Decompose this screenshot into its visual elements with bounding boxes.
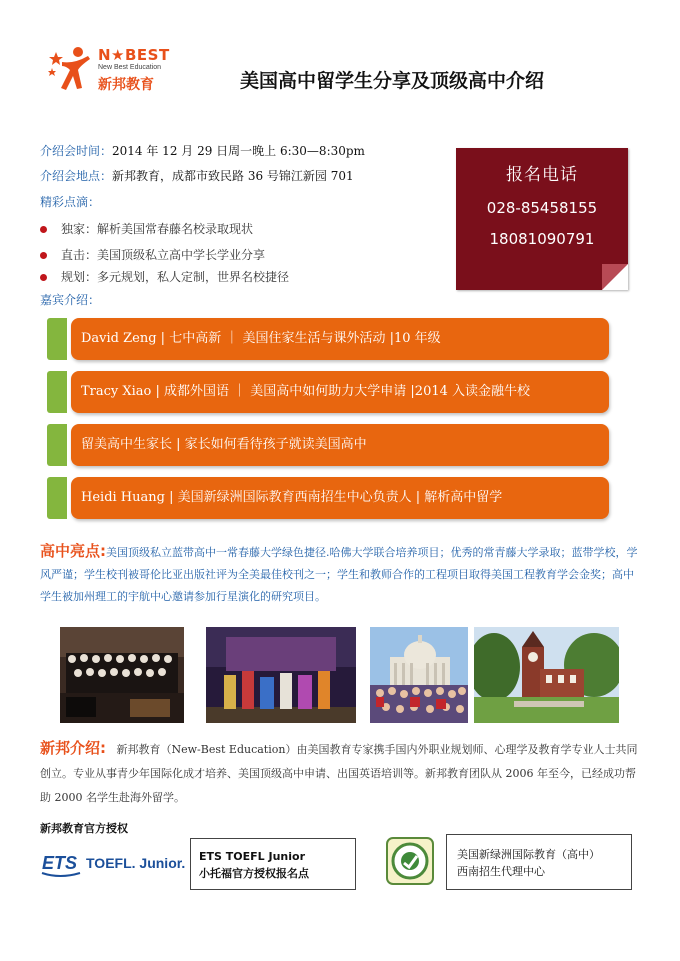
guest-accent (47, 477, 67, 519)
bullet-item (40, 220, 253, 237)
toefl-box-line1: ETS TOEFL Junior (199, 850, 305, 863)
registration-box (456, 148, 628, 290)
registration-phone-2: 18081090791 (489, 230, 595, 248)
highlights-text: 美国顶级私立蓝带高中一常春藤大学绿色捷径.哈佛大学联合培养项目；优秀的常青藤大学录取；蓝带学校，学风严谨；学生校刊被哥伦比亚出版社评为全美最佳校刊之一；学生和教师合作的工程项目取得美国工程教育学会金奖；高中学生被加州理工的宇航中心邀请参加行星演化的研究项目。 (40, 546, 638, 603)
toefl-box-line2: 小托福官方授权报名点 (199, 867, 309, 880)
capitol-photo (370, 627, 468, 723)
stage-photo (206, 627, 356, 723)
time-label: 介绍会时间： (40, 144, 113, 158)
event-time (40, 142, 365, 159)
guest-accent (47, 424, 67, 466)
highlights-label: 精彩点滴： (40, 195, 101, 209)
bullet-dot-icon (40, 274, 47, 281)
event-place (40, 167, 354, 184)
guest-bar: Heidi Huang | 美国新绿洲国际教育西南招生中心负责人 | 解析高中留学 (71, 477, 609, 519)
guest-bar: Tracy Xiao | 成都外国语 ｜ 美国高中如何助力大学申请 |2014 入读金融牛校 (71, 371, 609, 413)
guests-label: 嘉宾介绍： (40, 293, 101, 307)
place-value: 新邦教育，成都市致民路 36 号锦江新园 701 (112, 169, 354, 183)
bullet-text: 直击：美国顶级私立高中学长学业分享 (61, 248, 266, 262)
choir-photo (60, 627, 184, 723)
authorization-heading: 新邦教育官方授权 (40, 822, 128, 835)
bullet-dot-icon (40, 252, 47, 259)
guest-bar: David Zeng | 七中高新 ｜ 美国住家生活与课外活动 |10 年级 (71, 318, 609, 360)
school-highlights (40, 540, 640, 608)
nbest-logo-icon (48, 44, 94, 94)
page-title: 美国高中留学生分享及顶级高中介绍 (240, 70, 545, 92)
toefl-junior-box (190, 838, 356, 890)
page-curl (602, 264, 628, 290)
newbest-text: 新邦教育（New-Best Education）由美国教育专家携手国内外职业规划师、心理学及教育学专业人士共同创立。专业从事青少年国际化成才培养、美国顶级高中申请、出国英语培训等。新邦教育团队从 2006 年至今，已经成功帮助 2000 名学生赴海外留学。 (40, 743, 638, 804)
bullet-text: 独家：解析美国常春藤名校录取现状 (61, 222, 254, 236)
bullet-dot-icon (40, 226, 47, 233)
ets-toefl-logo (40, 843, 185, 883)
newbest-heading: 新邦介绍: (40, 739, 106, 757)
toefl-logo-text: TOEFL. Junior. (86, 855, 185, 871)
bullet-item (40, 246, 265, 263)
ets-logo-text: ETS (42, 853, 78, 873)
registration-heading: 报名电话 (506, 165, 578, 185)
registration-phone-1: 028-85458155 (486, 199, 598, 217)
logo-brand: N★BEST (98, 46, 170, 64)
new-oasis-box (446, 834, 632, 890)
newbest-intro (40, 736, 640, 810)
time-value: 2014 年 12 月 29 日周一晚上 6:30—8:30pm (112, 144, 365, 158)
guest-bar: 留美高中生家长 | 家长如何看待孩子就读美国高中 (71, 424, 609, 466)
logo-subtitle: New Best Education (98, 64, 162, 71)
bullet-item (40, 268, 289, 285)
oasis-box-line2: 西南招生代理中心 (457, 865, 545, 878)
highlights-heading: 高中亮点: (40, 542, 106, 560)
new-oasis-seal-icon (386, 837, 434, 885)
logo-chinese: 新邦教育 (98, 77, 154, 93)
guest-accent (47, 371, 67, 413)
bullet-text: 规划：多元规划，私人定制，世界名校捷径 (61, 270, 290, 284)
campus-photo (474, 627, 619, 723)
guest-accent (47, 318, 67, 360)
ets-logo-icon (40, 843, 185, 883)
nbest-logo (48, 44, 173, 94)
place-label: 介绍会地点： (40, 169, 113, 183)
oasis-box-line1: 美国新绿洲国际教育（高中） (457, 848, 600, 861)
